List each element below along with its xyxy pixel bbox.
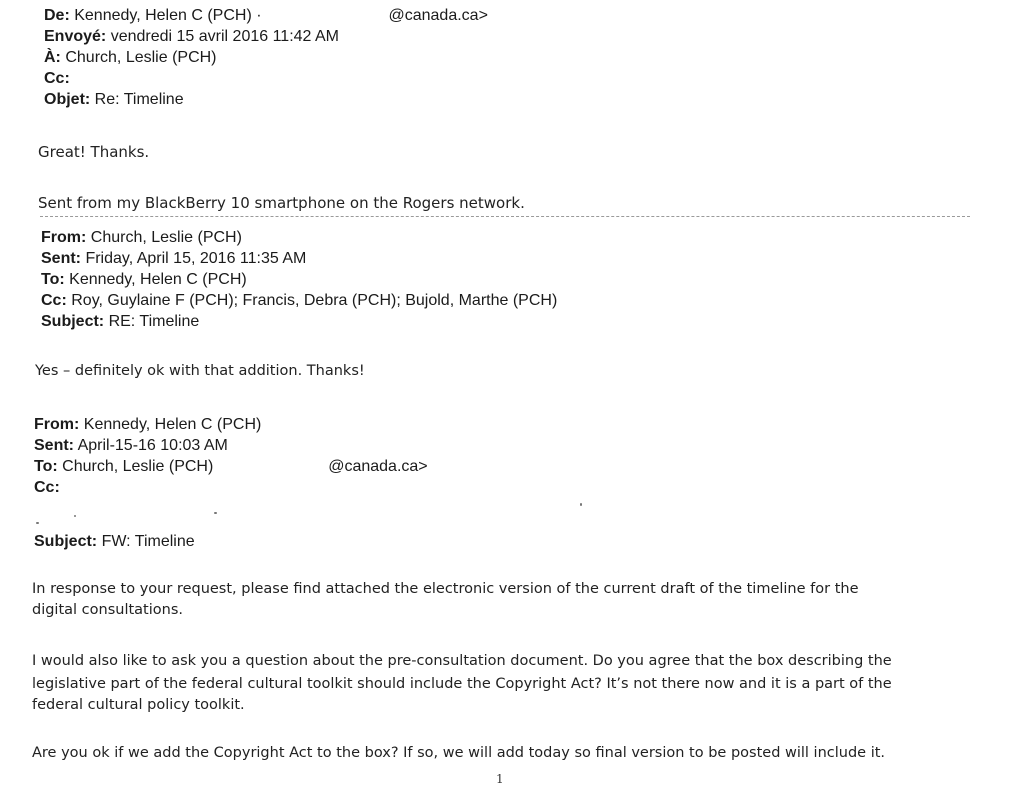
email1-from-label: De: — [44, 7, 70, 24]
email3-subject-value: FW: Timeline — [101, 533, 195, 550]
scan-speck — [36, 522, 39, 524]
email3-body-line-2: digital consultations. — [32, 602, 183, 618]
email3-to-line — [34, 456, 428, 477]
email3-from-value: Kennedy, Helen C (PCH) — [83, 416, 262, 433]
email3-from-line — [34, 414, 428, 435]
email1-subject-value: Re: Timeline — [94, 91, 184, 108]
email1-cc-label: Cc: — [44, 70, 70, 87]
email2-subject-label: Subject: — [41, 313, 105, 330]
page-number: 1 — [496, 772, 504, 786]
email3-subject-line — [34, 531, 195, 552]
scan-speck — [214, 512, 217, 514]
email2-cc-line — [41, 290, 557, 311]
email3-from-label: From: — [34, 416, 80, 433]
email2-cc-value: Roy, Guylaine F (PCH); Francis, Debra (PCH); Bujold, Marthe (PCH) — [71, 292, 558, 309]
email2-subject-value: RE: Timeline — [108, 313, 200, 330]
email2-subject-line — [41, 311, 557, 332]
email3-header — [34, 414, 428, 498]
email3-subject-label: Subject: — [34, 533, 98, 550]
scan-speck — [74, 515, 76, 517]
email3-to-value: Church, Leslie (PCH) — [62, 458, 214, 475]
email1-subject-line — [44, 89, 488, 110]
email2-header — [41, 227, 557, 332]
email1-to-line — [44, 47, 488, 68]
email2-to-value: Kennedy, Helen C (PCH) — [69, 271, 247, 288]
email3-body-line-5: federal cultural policy toolkit. — [32, 697, 245, 713]
email2-sent-label: Sent: — [41, 250, 81, 267]
email1-to-label: À: — [44, 49, 61, 66]
email-separator — [40, 216, 970, 217]
email1-from-name: Kennedy, Helen C (PCH) — [74, 7, 252, 24]
email2-sent-line — [41, 248, 557, 269]
email2-cc-label: Cc: — [41, 292, 67, 309]
email3-body-line-6: Are you ok if we add the Copyright Act to the box? If so, we will add today so final version to be posted will include it. — [32, 745, 886, 761]
email3-to-label: To: — [34, 458, 58, 475]
email3-sent-label: Sent: — [34, 437, 74, 454]
email2-body-line-1: Yes – definitely ok with that addition. Thanks! — [35, 363, 365, 379]
email3-cc-line — [34, 477, 428, 498]
email2-to-label: To: — [41, 271, 65, 288]
email1-from-bullet: · — [256, 7, 262, 24]
email3-to-email: @canada.ca> — [328, 458, 428, 475]
email1-body-line-1: Great! Thanks. — [38, 143, 150, 161]
email2-from-value: Church, Leslie (PCH) — [90, 229, 242, 246]
email1-body-line-2: Sent from my BlackBerry 10 smartphone on the Rogers network. — [38, 194, 525, 212]
email1-sent-label: Envoyé: — [44, 28, 107, 45]
email1-sent-value: vendredi 15 avril 2016 11:42 AM — [110, 28, 339, 45]
email2-sent-value: Friday, April 15, 2016 11:35 AM — [85, 250, 307, 267]
email1-header — [44, 5, 488, 110]
email3-cc-label: Cc: — [34, 479, 60, 496]
email1-from-line — [44, 5, 488, 26]
email1-to-value: Church, Leslie (PCH) — [65, 49, 217, 66]
email3-body-line-1: In response to your request, please find attached the electronic version of the current draft of the timeline for the — [32, 581, 859, 597]
email3-sent-value: April-15-16 10:03 AM — [77, 437, 228, 454]
email1-cc-line — [44, 68, 488, 89]
email3-body-line-3: I would also like to ask you a question about the pre-consultation document. Do you agree that the box describing the — [32, 653, 892, 669]
email3-sent-line — [34, 435, 428, 456]
email2-from-label: From: — [41, 229, 87, 246]
email2-to-line — [41, 269, 557, 290]
scan-speck — [580, 503, 582, 506]
email3-body-line-4: legislative part of the federal cultural toolkit should include the Copyright Act? It’s not there now and it is a part of the — [32, 676, 892, 692]
email2-from-line — [41, 227, 557, 248]
email1-from-email: @canada.ca> — [388, 7, 488, 24]
email1-subject-label: Objet: — [44, 91, 91, 108]
email1-sent-line — [44, 26, 488, 47]
